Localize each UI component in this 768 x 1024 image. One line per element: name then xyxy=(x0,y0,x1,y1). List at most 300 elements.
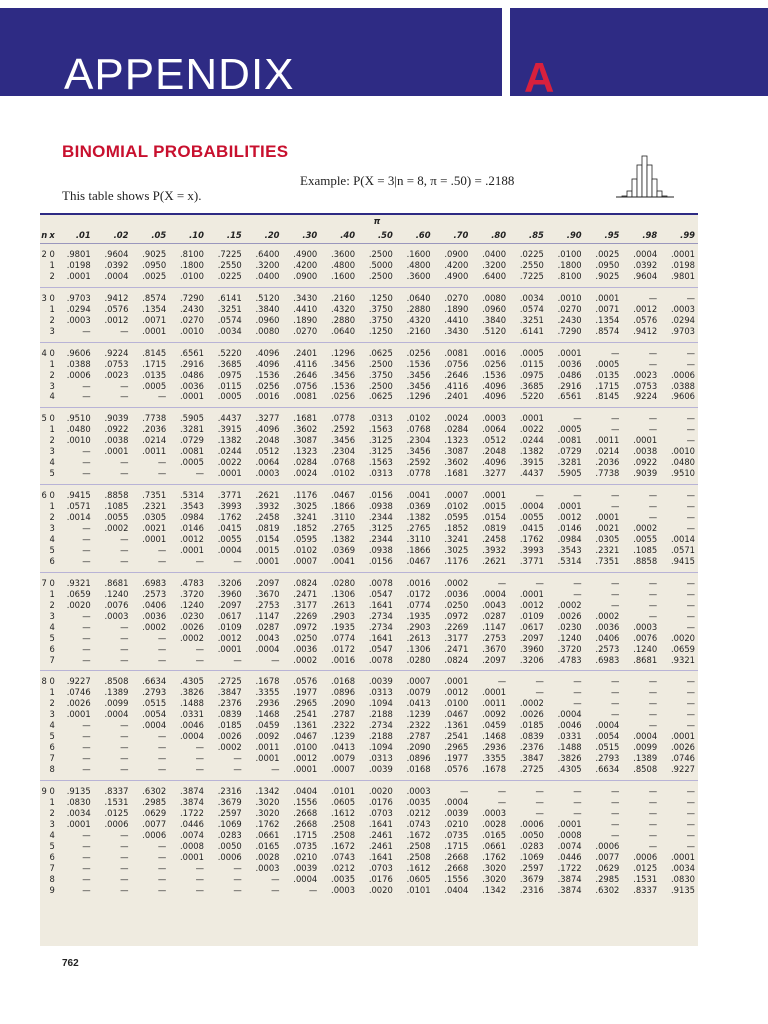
probability-cell: .2376 xyxy=(217,698,242,709)
probability-cell: .0756 xyxy=(444,358,469,369)
probability-cell: .3840 xyxy=(482,314,507,325)
probability-cell: — xyxy=(82,851,91,862)
probability-cell: — xyxy=(547,781,585,797)
appendix-title: APPENDIX xyxy=(64,50,295,99)
probability-cell: .0109 xyxy=(519,610,544,621)
probability-cell: .0004 xyxy=(633,731,658,742)
probability-cell: .0004 xyxy=(104,709,129,720)
probability-cell: .0659 xyxy=(671,643,695,654)
probability-cell: .0004 xyxy=(217,544,242,555)
probability-cell: .1296 xyxy=(406,391,431,402)
probability-cell: .1762 xyxy=(217,512,242,523)
table-row xyxy=(40,287,698,303)
probability-cell: .0002 xyxy=(519,698,544,709)
probability-cell: .0313 xyxy=(368,753,393,764)
probability-cell: .2592 xyxy=(331,424,356,435)
probability-cell: .0035 xyxy=(331,873,356,884)
probability-cell: — xyxy=(120,654,129,665)
probability-cell: .0001 xyxy=(482,687,507,698)
n-value xyxy=(40,556,48,572)
probability-cell: .1342 xyxy=(482,884,507,895)
probability-cell: .0270 xyxy=(179,314,204,325)
probability-cell: — xyxy=(585,485,623,501)
probability-cell: .0100 xyxy=(179,270,204,281)
probability-cell: .3932 xyxy=(482,544,507,555)
probability-cell: .0007 xyxy=(396,671,434,687)
probability-cell: .0960 xyxy=(482,303,507,314)
probability-cell: .0250 xyxy=(293,632,318,643)
probability-cell: .0001 xyxy=(179,544,204,555)
probability-cell: .2646 xyxy=(293,369,318,380)
probability-cell: .0571 xyxy=(671,544,695,555)
probability-cell: — xyxy=(120,851,129,862)
probability-cell: .3679 xyxy=(519,873,544,884)
probability-cell: — xyxy=(686,709,695,720)
probability-cell: .2097 xyxy=(245,572,283,588)
probability-cell: .0100 xyxy=(444,698,469,709)
probability-cell: .1531 xyxy=(104,796,129,807)
probability-cell: .2646 xyxy=(444,369,469,380)
probability-cell: .0294 xyxy=(671,314,695,325)
x-value: 3 xyxy=(49,325,55,336)
x-value: 6 xyxy=(49,643,55,654)
probability-cell: — xyxy=(611,687,620,698)
n-value xyxy=(40,841,48,852)
probability-cell: .0146 xyxy=(179,523,204,534)
probability-cell: — xyxy=(622,287,660,303)
n-value: 3 xyxy=(40,287,48,303)
n-value xyxy=(40,545,48,556)
probability-cell: .0003 xyxy=(482,807,507,818)
x-value: 3 xyxy=(49,610,55,621)
probability-cell: .7225 xyxy=(519,270,544,281)
probability-cell: .3456 xyxy=(406,446,431,457)
probability-cell: .3456 xyxy=(406,369,431,380)
n-value: 7 xyxy=(40,572,48,588)
probability-cell: .1672 xyxy=(331,840,356,851)
n-value: 2 xyxy=(41,249,47,259)
probability-cell: .0574 xyxy=(519,303,544,314)
probability-cell: .0055 xyxy=(104,512,129,523)
probability-cell: .0011 xyxy=(142,446,167,457)
probability-cell: — xyxy=(622,408,660,424)
probability-cell: .5220 xyxy=(519,391,544,402)
probability-cell: .0135 xyxy=(595,369,620,380)
n-value xyxy=(40,611,48,622)
probability-cell: — xyxy=(157,468,167,479)
probability-cell: .0661 xyxy=(482,840,507,851)
x-value: 1 xyxy=(49,259,55,270)
table-row xyxy=(40,342,698,358)
probability-cell: .0156 xyxy=(358,485,396,501)
probability-cell: .0595 xyxy=(444,512,469,523)
probability-cell: — xyxy=(82,643,91,654)
probability-cell: .0102 xyxy=(293,544,318,555)
probability-cell: .0168 xyxy=(320,671,358,687)
probability-cell: .0746 xyxy=(671,753,695,764)
probability-cell: .0629 xyxy=(142,807,167,818)
probability-cell: .9412 xyxy=(633,325,658,336)
probability-cell: .0313 xyxy=(368,468,393,479)
probability-cell: — xyxy=(82,840,91,851)
probability-cell: — xyxy=(157,654,167,665)
probability-cell: .3020 xyxy=(482,873,507,884)
col-n-header: n xyxy=(40,227,48,244)
probability-cell: .0256 xyxy=(396,342,434,358)
probability-cell: — xyxy=(157,884,167,895)
probability-cell: .0001 xyxy=(142,533,167,544)
probability-cell: .9801 xyxy=(671,270,695,281)
pi-label: π xyxy=(373,216,381,226)
x-value: 2 xyxy=(49,599,55,610)
n-value xyxy=(40,742,48,753)
col-header: .40 xyxy=(320,227,358,244)
probability-cell: — xyxy=(195,555,204,566)
probability-cell: .2160 xyxy=(406,325,431,336)
x-value: 7 xyxy=(49,753,55,764)
table-row xyxy=(40,781,698,797)
probability-cell: .0486 xyxy=(557,369,582,380)
probability-cell: — xyxy=(648,796,658,807)
probability-cell: .0629 xyxy=(595,862,620,873)
probability-cell: — xyxy=(195,742,204,753)
probability-cell: .2401 xyxy=(444,391,469,402)
probability-cell: .2458 xyxy=(255,512,280,523)
probability-cell: .0950 xyxy=(595,259,620,270)
probability-cell: .1678 xyxy=(482,764,507,775)
n-value: 8 xyxy=(40,671,48,687)
probability-cell: .4320 xyxy=(331,303,356,314)
probability-cell: .0467 xyxy=(320,485,358,501)
probability-cell: .2550 xyxy=(217,259,242,270)
n-group xyxy=(40,244,698,288)
probability-cell: .0012 xyxy=(633,303,658,314)
probability-cell: .2322 xyxy=(406,720,431,731)
n-value xyxy=(40,600,48,611)
probability-cell: .1250 xyxy=(368,325,393,336)
probability-cell: — xyxy=(233,862,242,873)
probability-cell: .0331 xyxy=(179,709,204,720)
probability-cell: .2965 xyxy=(293,698,318,709)
probability-cell: .0176 xyxy=(368,873,393,884)
n-group xyxy=(40,781,698,901)
probability-cell: .1536 xyxy=(331,380,356,391)
probability-cell: .0081 xyxy=(293,391,318,402)
probability-cell: — xyxy=(157,764,167,775)
probability-cell: .1240 xyxy=(179,599,204,610)
probability-cell: .0313 xyxy=(368,687,393,698)
probability-cell: — xyxy=(271,873,280,884)
table-row xyxy=(40,556,698,572)
probability-cell: .3750 xyxy=(368,369,393,380)
x-value: 2 xyxy=(49,435,55,446)
probability-cell: .0002 xyxy=(434,572,472,588)
probability-cell: .0092 xyxy=(255,731,280,742)
probability-cell: .0729 xyxy=(557,446,582,457)
probability-cell: .3993 xyxy=(519,544,544,555)
col-header: .95 xyxy=(585,227,623,244)
probability-cell: .2508 xyxy=(331,818,356,829)
probability-cell: .0014 xyxy=(66,512,91,523)
probability-cell: — xyxy=(611,796,620,807)
probability-cell: — xyxy=(157,851,167,862)
probability-cell: .1306 xyxy=(331,588,356,599)
probability-cell: — xyxy=(82,380,91,391)
col-header: .30 xyxy=(283,227,321,244)
probability-cell: — xyxy=(271,764,280,775)
probability-cell: .1681 xyxy=(283,408,321,424)
probability-cell: .6983 xyxy=(131,572,169,588)
probability-cell: .6634 xyxy=(131,671,169,687)
probability-cell: .3087 xyxy=(444,446,469,457)
probability-cell: — xyxy=(648,840,658,851)
probability-cell: .2344 xyxy=(368,533,393,544)
binomial-table-panel xyxy=(40,215,698,946)
probability-cell: — xyxy=(82,555,91,566)
probability-cell: .2916 xyxy=(179,358,204,369)
probability-cell: .0012 xyxy=(444,687,469,698)
table-row xyxy=(40,852,698,863)
x-value: 0 xyxy=(48,572,56,588)
probability-cell: — xyxy=(547,408,585,424)
probability-cell: .0001 xyxy=(179,851,204,862)
probability-cell: — xyxy=(233,764,242,775)
probability-cell: .0001 xyxy=(217,468,242,479)
probability-cell: .6561 xyxy=(557,391,582,402)
probability-cell: .0446 xyxy=(557,851,582,862)
n-value xyxy=(40,709,48,720)
probability-cell: .1147 xyxy=(255,610,280,621)
probability-cell: .0036 xyxy=(595,621,620,632)
probability-cell: .1382 xyxy=(217,435,242,446)
probability-cell: .0001 xyxy=(471,485,509,501)
probability-cell: — xyxy=(660,485,698,501)
probability-cell: — xyxy=(497,796,507,807)
probability-cell: .3600 xyxy=(406,270,431,281)
probability-cell: .0001 xyxy=(104,446,129,457)
probability-cell: — xyxy=(686,840,695,851)
probability-cell: .2269 xyxy=(293,610,318,621)
probability-cell: .2097 xyxy=(217,599,242,610)
probability-cell: .3355 xyxy=(482,753,507,764)
probability-cell: .9227 xyxy=(671,764,695,775)
probability-cell: .3206 xyxy=(519,654,544,665)
table-row xyxy=(40,424,698,435)
probability-cell: .0975 xyxy=(519,369,544,380)
probability-cell: .2188 xyxy=(368,731,393,742)
col-header: .50 xyxy=(358,227,396,244)
probability-cell: .0079 xyxy=(406,687,431,698)
probability-cell: .9703 xyxy=(56,287,94,303)
table-row xyxy=(40,819,698,830)
probability-cell: .9321 xyxy=(671,654,695,665)
x-value: 4 xyxy=(49,457,55,468)
probability-cell: — xyxy=(157,731,167,742)
table-row xyxy=(40,326,698,342)
x-value: 2 xyxy=(49,698,55,709)
probability-cell: .2613 xyxy=(406,632,431,643)
probability-cell: .2097 xyxy=(482,654,507,665)
table-row xyxy=(40,435,698,446)
probability-cell: .9604 xyxy=(104,249,129,259)
probability-cell: .2668 xyxy=(293,807,318,818)
probability-cell: .0001 xyxy=(509,408,547,424)
col-header: .05 xyxy=(131,227,169,244)
probability-cell: .3456 xyxy=(406,380,431,391)
probability-cell: .1094 xyxy=(368,742,393,753)
probability-cell: .3960 xyxy=(519,643,544,654)
probability-cell: .0039 xyxy=(293,862,318,873)
table-row xyxy=(40,830,698,841)
probability-cell: .1354 xyxy=(142,303,167,314)
probability-cell: .0305 xyxy=(595,533,620,544)
probability-cell: .4900 xyxy=(444,270,469,281)
x-value: 5 xyxy=(49,840,55,851)
probability-cell: .0046 xyxy=(179,720,204,731)
probability-cell: .0125 xyxy=(633,862,658,873)
n-value xyxy=(40,687,48,698)
probability-cell: .0080 xyxy=(255,325,280,336)
probability-cell: — xyxy=(686,588,695,599)
probability-cell: .3720 xyxy=(557,643,582,654)
probability-cell: .3960 xyxy=(217,588,242,599)
x-value: 4 xyxy=(49,621,55,632)
probability-cell: .0002 xyxy=(142,621,167,632)
probability-cell: .0659 xyxy=(66,588,91,599)
probability-cell: .0284 xyxy=(444,424,469,435)
probability-cell: .3251 xyxy=(217,303,242,314)
binomial-probabilities-table xyxy=(40,215,698,901)
probability-cell: .1556 xyxy=(293,796,318,807)
probability-cell: .6141 xyxy=(207,287,245,303)
probability-cell: — xyxy=(82,753,91,764)
probability-cell: .0002 xyxy=(217,742,242,753)
table-row xyxy=(40,534,698,545)
n-value: 9 xyxy=(40,781,48,797)
probability-cell: .1176 xyxy=(283,485,321,501)
n-value xyxy=(40,512,48,523)
probability-cell: — xyxy=(271,884,280,895)
probability-cell: — xyxy=(509,485,547,501)
probability-cell: .0005 xyxy=(509,342,547,358)
probability-cell: .3430 xyxy=(283,287,321,303)
x-value: 2 xyxy=(49,807,55,818)
probability-cell: .0004 xyxy=(104,270,129,281)
probability-cell: .2725 xyxy=(519,764,544,775)
probability-cell: — xyxy=(648,588,658,599)
probability-cell: .0172 xyxy=(406,588,431,599)
probability-cell: .0283 xyxy=(519,840,544,851)
probability-cell: .0972 xyxy=(293,621,318,632)
probability-cell: — xyxy=(622,572,660,588)
probability-cell: .3206 xyxy=(207,572,245,588)
probability-cell: .0287 xyxy=(255,621,280,632)
probability-cell: .5120 xyxy=(482,325,507,336)
probability-cell: .1715 xyxy=(293,829,318,840)
probability-cell: — xyxy=(471,572,509,588)
probability-cell: .0819 xyxy=(482,523,507,534)
probability-cell: .0039 xyxy=(444,807,469,818)
probability-cell: .0212 xyxy=(331,862,356,873)
probability-cell: — xyxy=(648,829,658,840)
probability-cell: .6983 xyxy=(595,654,620,665)
probability-cell: — xyxy=(120,533,129,544)
probability-cell: .1389 xyxy=(104,687,129,698)
table-row xyxy=(40,485,698,501)
x-value: 5 xyxy=(49,632,55,643)
probability-cell: .0210 xyxy=(444,818,469,829)
probability-cell: — xyxy=(120,632,129,643)
probability-cell: .0703 xyxy=(368,807,393,818)
probability-cell: — xyxy=(611,599,620,610)
probability-cell: .0001 xyxy=(519,588,544,599)
probability-cell: .0022 xyxy=(519,424,544,435)
probability-cell: — xyxy=(686,687,695,698)
probability-cell: .3025 xyxy=(444,544,469,555)
probability-cell: .0001 xyxy=(633,435,658,446)
x-value: 0 xyxy=(49,249,55,259)
probability-cell: .0198 xyxy=(671,259,695,270)
probability-cell: .0039 xyxy=(358,671,396,687)
probability-cell: .8508 xyxy=(633,764,658,775)
probability-cell: — xyxy=(648,501,658,512)
probability-cell: .3456 xyxy=(331,369,356,380)
col-header: .90 xyxy=(547,227,585,244)
probability-cell: .9224 xyxy=(94,342,132,358)
probability-cell: .2597 xyxy=(519,862,544,873)
probability-cell: — xyxy=(157,391,167,402)
probability-cell: .4800 xyxy=(406,259,431,270)
probability-cell: .0576 xyxy=(444,764,469,775)
probability-cell: .3200 xyxy=(482,259,507,270)
n-value xyxy=(40,797,48,808)
probability-cell: .0778 xyxy=(406,468,431,479)
probability-cell: .1323 xyxy=(293,446,318,457)
probability-cell: .3826 xyxy=(179,687,204,698)
probability-cell: — xyxy=(686,621,695,632)
probability-cell: .0081 xyxy=(179,446,204,457)
probability-cell: .1852 xyxy=(444,523,469,534)
probability-cell: .0154 xyxy=(482,512,507,523)
probability-cell: — xyxy=(611,709,620,720)
probability-cell: .0729 xyxy=(179,435,204,446)
probability-cell: .1239 xyxy=(331,731,356,742)
n-value xyxy=(40,424,48,435)
probability-cell: .0950 xyxy=(142,259,167,270)
probability-cell: .2376 xyxy=(519,742,544,753)
probability-cell: .7290 xyxy=(557,325,582,336)
probability-cell: .3771 xyxy=(519,555,544,566)
probability-cell: .0041 xyxy=(331,555,356,566)
probability-cell: .3125 xyxy=(368,435,393,446)
probability-cell: .9227 xyxy=(56,671,94,687)
n-value xyxy=(40,326,48,342)
section-title: BINOMIAL PROBABILITIES xyxy=(62,142,289,161)
probability-cell: .0512 xyxy=(255,446,280,457)
probability-cell: .0036 xyxy=(142,610,167,621)
probability-cell: — xyxy=(233,555,242,566)
probability-cell: .9135 xyxy=(56,781,94,797)
probability-cell: .3543 xyxy=(179,501,204,512)
example-text: Example: P(X = 3|n = 8, π = .50) = .2188 xyxy=(300,173,515,188)
probability-cell: .2500 xyxy=(368,358,393,369)
x-value: 1 xyxy=(49,687,55,698)
probability-cell: .0010 xyxy=(66,435,91,446)
probability-cell: .3685 xyxy=(217,358,242,369)
probability-cell: .3602 xyxy=(293,424,318,435)
probability-cell: .2668 xyxy=(444,851,469,862)
probability-cell: — xyxy=(611,424,620,435)
